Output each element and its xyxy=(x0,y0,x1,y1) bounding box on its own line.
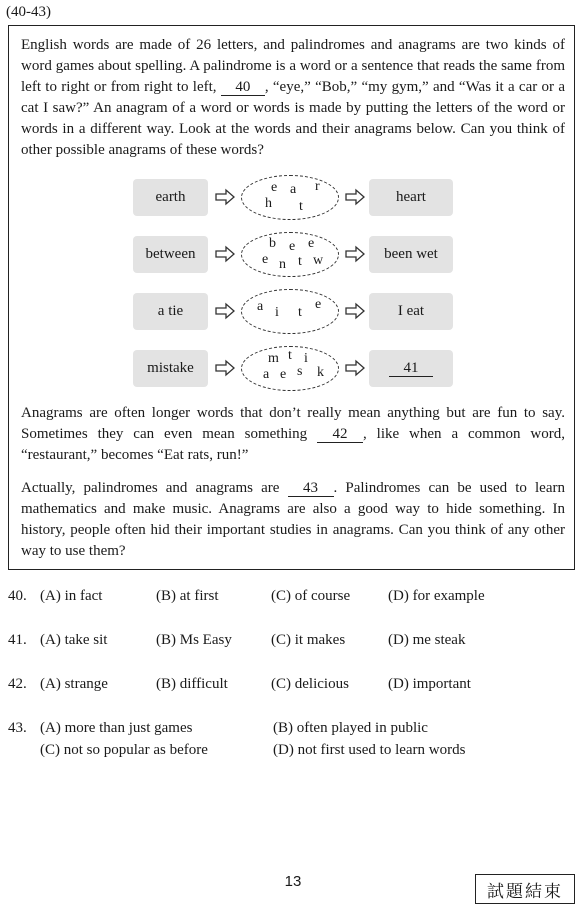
letter: a xyxy=(263,367,270,382)
paragraph-2-text-b: , like when a common word, “restaurant,” becomes “Eat rats, run!” xyxy=(21,426,565,463)
option-a[interactable]: (A) take sit xyxy=(40,632,108,648)
letter: a xyxy=(290,182,297,197)
arrow-right-icon xyxy=(345,302,365,320)
scrambled-letters xyxy=(241,346,339,391)
blank-41: 41 xyxy=(389,361,433,377)
anagram-row-mistake xyxy=(9,350,574,387)
letter: b xyxy=(269,236,276,251)
paragraph-3-text-b: . Palindromes can be used to learn mathematics and make music. Anagrams are also a good way to hide something. In history, people often hid their important studies in anagrams. Can you think of any other way to use them? xyxy=(21,480,565,559)
letter: e xyxy=(262,252,269,267)
letter: i xyxy=(304,351,308,366)
anagram-result-blank xyxy=(369,350,453,387)
letter: t xyxy=(288,348,292,363)
paragraph-1-text-a: English words are made of 26 letters, and palindromes and anagrams are two kinds of word games about spelling. A palindrome is a word or a sentence that reads the same from left to right or from right to left, xyxy=(21,37,565,95)
blank-42: 42 xyxy=(317,426,363,443)
letter: r xyxy=(315,179,320,194)
letter: k xyxy=(317,365,324,380)
scrambled-letters xyxy=(241,175,339,220)
paragraph-1 xyxy=(21,35,565,161)
letter: i xyxy=(275,305,279,320)
arrow-right-icon xyxy=(215,302,235,320)
anagram-word: mistake xyxy=(133,350,208,387)
letter: e xyxy=(280,367,287,382)
blank-40: 40 xyxy=(221,79,265,96)
letter: e xyxy=(289,239,296,254)
question-number: 41. xyxy=(8,632,27,648)
letter: t xyxy=(298,254,302,269)
letter: n xyxy=(279,257,286,272)
arrow-right-icon xyxy=(345,188,365,206)
scrambled-letters xyxy=(241,289,339,334)
paragraph-3-text-a: Actually, palindromes and anagrams are xyxy=(21,480,288,496)
paragraph-2 xyxy=(21,403,565,466)
reading-passage xyxy=(8,25,575,570)
letter: a xyxy=(257,299,264,314)
option-b[interactable]: (B) Ms Easy xyxy=(156,632,232,648)
letter: h xyxy=(265,196,272,211)
letter: e xyxy=(308,236,315,251)
option-c[interactable]: (C) it makes xyxy=(271,632,346,648)
arrow-right-icon xyxy=(345,359,365,377)
letter: w xyxy=(313,253,324,268)
option-d[interactable]: (D) not first used to learn words xyxy=(273,742,466,758)
option-a[interactable]: (A) more than just games xyxy=(40,720,193,736)
blank-43: 43 xyxy=(288,480,334,497)
anagram-result: been wet xyxy=(369,236,453,273)
end-of-test-box: 試題結束 xyxy=(475,874,575,904)
option-d[interactable]: (D) for example xyxy=(388,588,485,604)
anagram-word: between xyxy=(133,236,208,273)
question-number: 43. xyxy=(8,720,27,736)
arrow-right-icon xyxy=(215,359,235,377)
option-b[interactable]: (B) often played in public xyxy=(273,720,428,736)
option-a[interactable]: (A) strange xyxy=(40,676,108,692)
paragraph-1-text-b: , “eye,” “Bob,” “my gym,” and “Was it a car or a cat I saw?” An anagram of a word or words is made by putting the letters of the word or words in a different way. Look at the words and their anagrams below. Can you think of other possible anagrams of these words? xyxy=(21,79,566,158)
option-d[interactable]: (D) important xyxy=(388,676,471,692)
anagram-result: I eat xyxy=(369,293,453,330)
paragraph-3 xyxy=(21,478,565,562)
paragraph-2-text-a: Anagrams are often longer words that don’t really mean anything but are fun to say. Sometimes they can even mean something xyxy=(21,405,565,442)
anagram-row-a-tie xyxy=(9,293,574,330)
arrow-right-icon xyxy=(345,245,365,263)
anagram-result: heart xyxy=(369,179,453,216)
option-b[interactable]: (B) difficult xyxy=(156,676,228,692)
arrow-right-icon xyxy=(215,188,235,206)
letter: m xyxy=(268,351,279,366)
option-b[interactable]: (B) at first xyxy=(156,588,219,604)
letter: t xyxy=(299,199,303,214)
anagram-row-between xyxy=(9,236,574,273)
scrambled-letters xyxy=(241,232,339,277)
option-c[interactable]: (C) of course xyxy=(271,588,351,604)
question-number: 40. xyxy=(8,588,27,604)
anagram-word: a tie xyxy=(133,293,208,330)
arrow-right-icon xyxy=(215,245,235,263)
letter: s xyxy=(297,364,303,379)
question-group-header: (40-43) xyxy=(6,4,51,20)
option-c[interactable]: (C) not so popular as before xyxy=(40,742,208,758)
option-a[interactable]: (A) in fact xyxy=(40,588,103,604)
question-number: 42. xyxy=(8,676,27,692)
page-number: 13 xyxy=(284,873,302,890)
anagram-word: earth xyxy=(133,179,208,216)
option-d[interactable]: (D) me steak xyxy=(388,632,466,648)
letter: t xyxy=(298,305,302,320)
letter: e xyxy=(315,297,322,312)
anagram-row-earth xyxy=(9,179,574,216)
letter: e xyxy=(271,180,278,195)
option-c[interactable]: (C) delicious xyxy=(271,676,349,692)
